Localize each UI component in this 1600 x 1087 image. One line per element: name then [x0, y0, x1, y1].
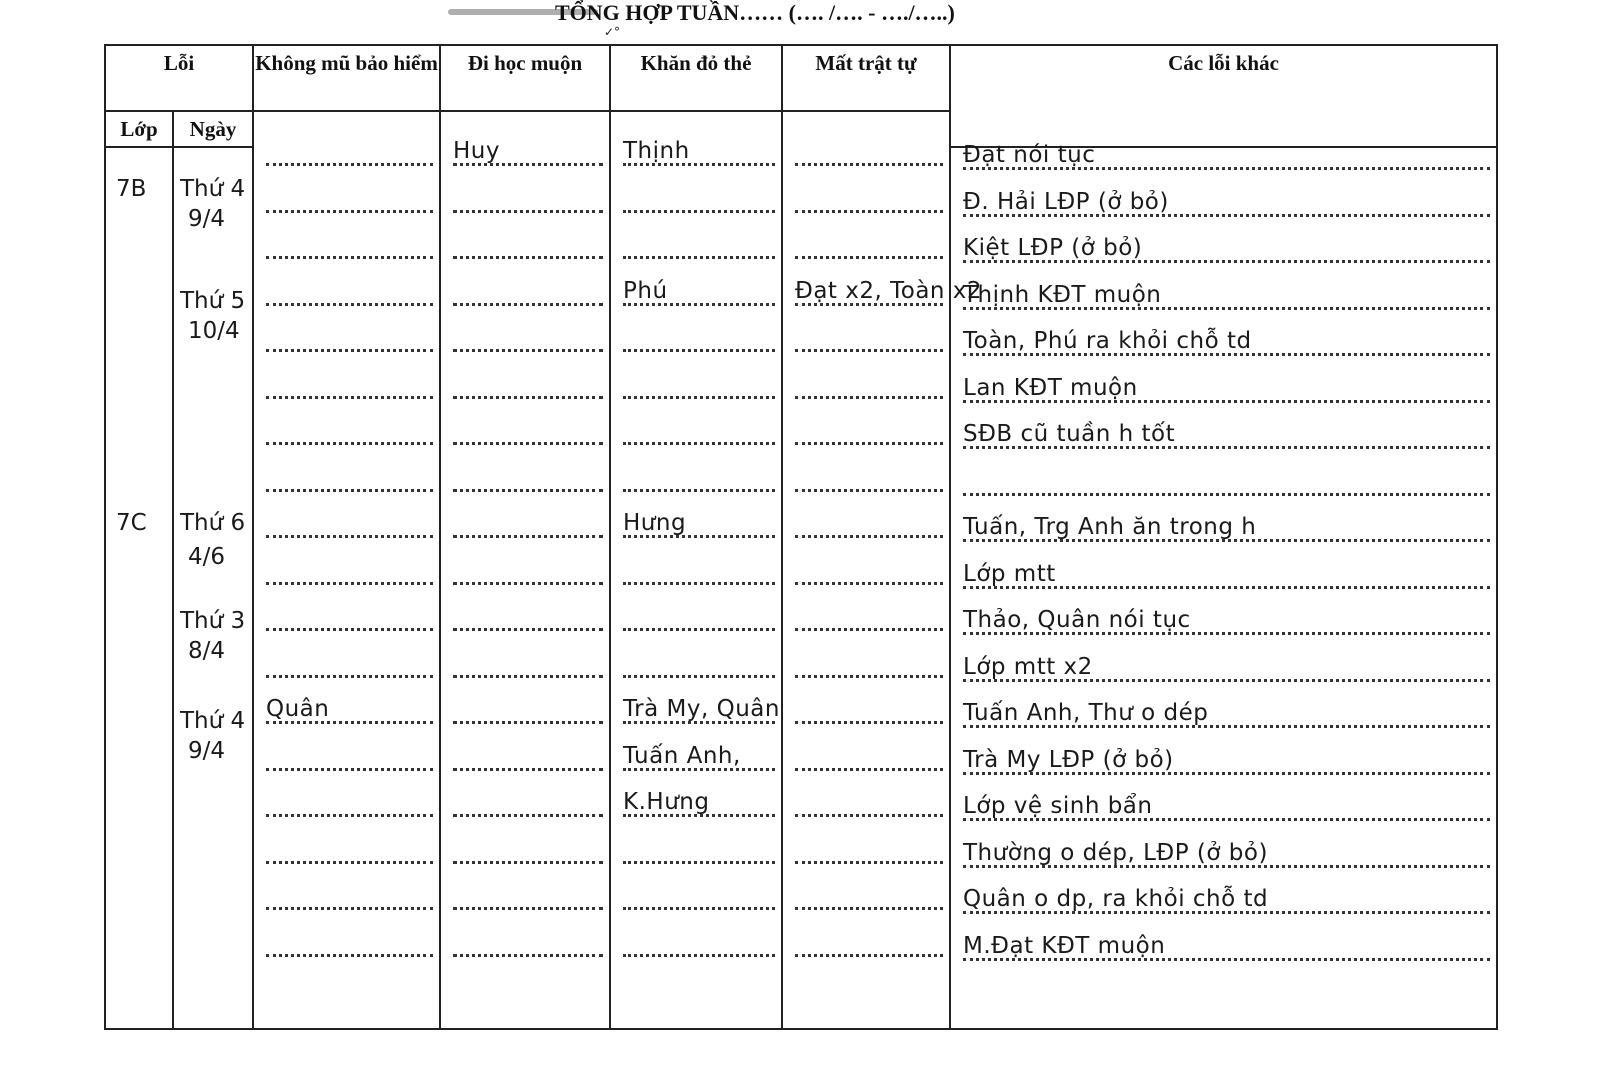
- handwritten-entry: Tuấn, Trg Anh ăn trong h: [963, 514, 1257, 540]
- entry-line: [963, 638, 1490, 686]
- entry-line: [963, 405, 1490, 453]
- dotted-rule: [795, 256, 943, 259]
- dotted-rule: [453, 628, 603, 631]
- handwritten-entry: Tuấn Anh,: [623, 742, 741, 769]
- handwritten-entry: Thảo, Quân nói tục: [963, 607, 1191, 633]
- check-mark-icon: ✓°: [604, 25, 621, 39]
- dotted-rule: [795, 954, 943, 957]
- header-di-hoc-muon: Đi học muộn: [440, 45, 610, 111]
- handwritten-entry: M.Đạt KĐT muộn: [963, 932, 1166, 959]
- entry-line: [266, 727, 433, 775]
- entry-line: [453, 727, 603, 775]
- dotted-rule: [623, 907, 775, 910]
- dotted-rule: [266, 349, 433, 352]
- dotted-rule: [795, 768, 943, 771]
- entry-line: [453, 680, 603, 728]
- weekly-summary-table: [104, 44, 1498, 1030]
- entry-line: [266, 308, 433, 356]
- entry-line: [453, 494, 603, 542]
- entry-line: [963, 917, 1490, 965]
- date-label: 9/4: [188, 206, 226, 232]
- dotted-rule: [266, 303, 433, 306]
- entry-line: [453, 634, 603, 682]
- entry-line: [266, 820, 433, 868]
- handwritten-entry: Lớp mtt: [963, 560, 1056, 587]
- entry-line: [963, 777, 1490, 825]
- class-label: 7C: [116, 510, 147, 536]
- entry-line: [963, 173, 1490, 221]
- entry-line: [453, 773, 603, 821]
- handwritten-entry: Đạt nói tục: [963, 142, 1096, 168]
- handwritten-entry: Toàn, Phú ra khỏi chỗ td: [963, 328, 1252, 354]
- entry-line: [453, 866, 603, 914]
- handwritten-entry: Đạt x2, Toàn x2: [795, 277, 983, 304]
- date-label: 4/6: [188, 544, 226, 570]
- entry-line: [963, 266, 1490, 314]
- entry-line: [453, 913, 603, 961]
- entry-line: [623, 448, 775, 496]
- entry-line: [795, 122, 943, 170]
- handwritten-entry: Quân: [266, 696, 330, 722]
- dotted-rule: [266, 489, 433, 492]
- handwritten-entry: Thịnh KĐT muộn: [963, 281, 1162, 308]
- entry-line: [795, 355, 943, 403]
- dotted-rule: [795, 721, 943, 724]
- handwritten-entry: Phú: [623, 277, 668, 304]
- dotted-rule: [623, 396, 775, 399]
- dotted-rule: [266, 256, 433, 259]
- handwritten-entry: Tuấn Anh, Thư o dép: [963, 700, 1209, 726]
- handwritten-entry: Lớp mtt x2: [963, 653, 1093, 680]
- entry-line: [623, 680, 780, 728]
- entry-line: [266, 448, 433, 496]
- dotted-rule: [453, 210, 603, 213]
- handwritten-entry: Trà My, Quân: [623, 696, 780, 722]
- dotted-rule: [266, 442, 433, 445]
- header-lop: Lớp: [105, 111, 173, 147]
- entry-line: [453, 401, 603, 449]
- entry-line: [266, 773, 433, 821]
- entry-line: [795, 913, 943, 961]
- dotted-rule: [453, 349, 603, 352]
- dotted-rule: [266, 675, 433, 678]
- entry-line: [963, 312, 1490, 360]
- entry-line: [963, 545, 1490, 593]
- dotted-rule: [453, 675, 603, 678]
- entry-line: [795, 169, 943, 217]
- dotted-rule: [623, 442, 775, 445]
- dotted-rule: [266, 861, 433, 864]
- entry-line: [266, 541, 433, 589]
- entry-line: [266, 215, 433, 263]
- column-khan-do: [610, 111, 782, 1029]
- header-loi: Lỗi: [105, 45, 253, 111]
- header-khong-mu: Không mũ bảo hiểm: [253, 45, 440, 111]
- dotted-rule: [266, 768, 433, 771]
- dotted-rule: [623, 628, 775, 631]
- handwritten-entry: Thịnh: [623, 138, 690, 164]
- dotted-rule: [795, 628, 943, 631]
- entry-line: [266, 401, 433, 449]
- dotted-rule: [623, 582, 775, 585]
- dotted-rule: [453, 768, 603, 771]
- handwritten-entry: Đ. Hải LĐP (ở bỏ): [963, 188, 1169, 215]
- dotted-rule: [795, 489, 943, 492]
- dotted-rule: [623, 210, 775, 213]
- entry-line: [453, 122, 603, 170]
- dotted-rule: [795, 396, 943, 399]
- entry-line: [623, 820, 775, 868]
- entry-line: [266, 262, 433, 310]
- entry-line: [795, 448, 943, 496]
- entry-line: [963, 359, 1490, 407]
- dotted-rule: [623, 349, 775, 352]
- handwritten-entry: Lớp vệ sinh bẩn: [963, 793, 1153, 819]
- entry-line: [795, 215, 943, 263]
- entry-line: [795, 820, 943, 868]
- entry-line: [623, 215, 775, 263]
- handwritten-entry: Trà My LĐP (ở bỏ): [963, 746, 1174, 773]
- dotted-rule: [266, 163, 433, 166]
- header-mat-trat-tu: Mất trật tự: [782, 45, 950, 111]
- entry-line: [623, 913, 775, 961]
- entry-line: [453, 587, 603, 635]
- entry-line: [266, 913, 433, 961]
- dotted-rule: [266, 582, 433, 585]
- entry-line: [795, 866, 943, 914]
- entry-line: [963, 219, 1490, 267]
- dotted-rule: [453, 303, 603, 306]
- entry-line: [453, 541, 603, 589]
- page-title: TỔNG HỢP TUẦN…… (…. /…. - …./…..): [555, 0, 955, 25]
- column-di-hoc-muon: [440, 111, 610, 1029]
- column-lop: [105, 147, 173, 1029]
- handwritten-entry: K.Hưng: [623, 789, 710, 815]
- entry-line: [453, 820, 603, 868]
- dotted-rule: [453, 535, 603, 538]
- dotted-rule: [453, 582, 603, 585]
- dotted-rule: [453, 954, 603, 957]
- entry-line: [963, 684, 1490, 732]
- entry-line: [266, 587, 433, 635]
- entry-line: [795, 727, 943, 775]
- date-label: 10/4: [188, 318, 240, 344]
- dotted-rule: [453, 442, 603, 445]
- entry-line: [963, 870, 1490, 918]
- dotted-rule: [266, 628, 433, 631]
- entry-line: [266, 680, 433, 728]
- dotted-rule: [266, 396, 433, 399]
- column-mat-trat-tu: [782, 111, 983, 1029]
- entry-line: [963, 824, 1490, 872]
- entry-line: [623, 494, 775, 542]
- dotted-rule: [266, 210, 433, 213]
- entry-line: [963, 498, 1490, 546]
- handwritten-entry: Huy: [453, 138, 500, 164]
- entry-line: [963, 591, 1490, 639]
- dotted-rule: [963, 493, 1490, 496]
- dotted-rule: [795, 210, 943, 213]
- dotted-rule: [795, 442, 943, 445]
- entry-line: [795, 634, 943, 682]
- dotted-rule: [623, 861, 775, 864]
- entry-line: [795, 680, 943, 728]
- entry-line: [266, 122, 433, 170]
- entry-line: [453, 355, 603, 403]
- entry-line: [963, 126, 1490, 174]
- dotted-rule: [623, 489, 775, 492]
- dotted-rule: [453, 396, 603, 399]
- dotted-rule: [623, 675, 775, 678]
- date-label: Thứ 3: [180, 608, 246, 634]
- dotted-rule: [453, 721, 603, 724]
- entry-line: [453, 448, 603, 496]
- entry-line: [795, 401, 943, 449]
- column-cac-loi-khac: [950, 142, 1497, 1029]
- entry-line: [453, 308, 603, 356]
- date-label: Thứ 5: [180, 288, 246, 314]
- date-label: Thứ 6: [180, 510, 246, 536]
- dotted-rule: [266, 814, 433, 817]
- dotted-rule: [266, 954, 433, 957]
- entry-line: [623, 587, 775, 635]
- entry-line: [963, 452, 1490, 500]
- dotted-rule: [453, 907, 603, 910]
- entry-line: [795, 541, 943, 589]
- entry-line: [266, 494, 433, 542]
- dotted-rule: [795, 163, 943, 166]
- dotted-rule: [795, 582, 943, 585]
- entry-line: [453, 169, 603, 217]
- header-ngay: Ngày: [173, 111, 253, 147]
- dotted-rule: [795, 349, 943, 352]
- date-label: Thứ 4: [180, 176, 246, 202]
- dotted-rule: [795, 907, 943, 910]
- handwritten-entry: Thường o dép, LĐP (ở bỏ): [963, 839, 1268, 866]
- handwritten-entry: Hưng: [623, 510, 687, 536]
- dotted-rule: [623, 954, 775, 957]
- handwritten-entry: Lan KĐT muộn: [963, 374, 1138, 401]
- column-ngay: [173, 147, 253, 1029]
- class-label: 7B: [116, 176, 147, 202]
- dotted-rule: [453, 256, 603, 259]
- handwritten-entry: Kiệt LĐP (ở bỏ): [963, 235, 1143, 261]
- dotted-rule: [266, 907, 433, 910]
- dotted-rule: [795, 861, 943, 864]
- entry-line: [623, 262, 775, 310]
- entry-line: [623, 122, 775, 170]
- entry-line: [266, 634, 433, 682]
- header-khan-do: Khăn đỏ thẻ: [610, 45, 782, 111]
- dotted-rule: [795, 675, 943, 678]
- entry-line: [266, 355, 433, 403]
- entry-line: [623, 773, 775, 821]
- entry-line: [795, 308, 943, 356]
- entry-line: [266, 169, 433, 217]
- entry-line: [623, 866, 775, 914]
- entry-line: [623, 727, 775, 775]
- entry-line: [623, 355, 775, 403]
- header-row: [105, 45, 1497, 111]
- dotted-rule: [266, 535, 433, 538]
- entry-line: [795, 494, 943, 542]
- dotted-rule: [453, 489, 603, 492]
- dotted-rule: [795, 814, 943, 817]
- date-label: 9/4: [188, 738, 226, 764]
- entry-line: [963, 731, 1490, 779]
- dotted-rule: [453, 861, 603, 864]
- entry-line: [623, 401, 775, 449]
- dotted-rule: [795, 535, 943, 538]
- entry-line: [623, 541, 775, 589]
- entry-line: [453, 215, 603, 263]
- date-label: Thứ 4: [180, 708, 246, 734]
- column-khong-mu: [253, 111, 440, 1029]
- entry-line: [795, 773, 943, 821]
- entry-line: [623, 169, 775, 217]
- entry-line: [623, 634, 775, 682]
- date-label: 8/4: [188, 638, 226, 664]
- dotted-rule: [453, 814, 603, 817]
- handwritten-entry: Quân o dp, ra khỏi chỗ td: [963, 886, 1269, 912]
- header-cac-loi-khac: Các lỗi khác: [950, 45, 1497, 147]
- handwritten-entry: SĐB cũ tuần h tốt: [963, 421, 1176, 447]
- entry-line: [453, 262, 603, 310]
- entry-line: [795, 587, 943, 635]
- entry-line: [623, 308, 775, 356]
- entry-line: [795, 262, 983, 310]
- dotted-rule: [623, 256, 775, 259]
- entry-line: [266, 866, 433, 914]
